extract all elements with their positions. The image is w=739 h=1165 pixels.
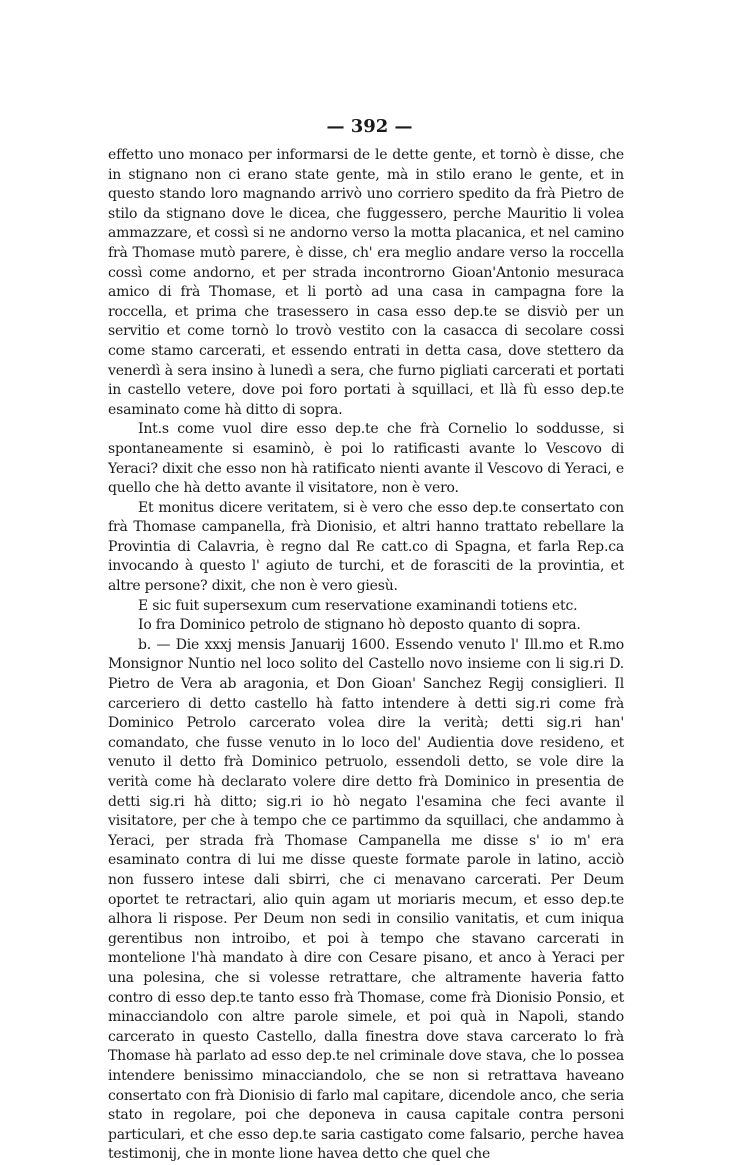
paragraph-interrogation: Int.s come vuol dire esso dep.te che frà Cornelio lo soddusse, si spontaneamente si esaminò, è poi lo ratificasti avante lo Vescovo di Yeraci? dixit che esso non hà ratificato nienti avante il Vescovo di Yeraci, e quello che hà detto avante il visitatore, non è vero. [108, 421, 624, 497]
paragraph-closing-formula: E sic fuit supersexum cum reservatione examinandi totiens etc. [138, 597, 578, 614]
paragraph-continuation: effetto uno monaco per informarsi de le dette gente, et tornò è disse, che in stignano non ci erano state gente, mà in stilo erano le gente, et in questo stando loro magnando arrivò uno corriero spedito da frà Pietro de stilo da stignano dove le dicea, che fuggessero, perche Mauritio li volea ammazzare, et cossì si ne andorno verso la motta placanica, et nel camino frà Thomase mutò parere, è disse, ch' era meglio andare verso la roccella cossì come andorno, et per strada incontrorno Gioan'Antonio mesuraca amico di frà Thomase, et li portò ad una casa in campagna fore la roccella, et prima che trasessero in casa esso dep.te se disviò per un servitio et come tornò lo trovò vestito con la casacca di secolare cossi come stamo carcerati, et essendo entrati in detta casa, dove stettero da venerdì à sera insino à lunedì a sera, che furno pigliati carcerati et portati in castello vetere, dove poi foro portati à squillaci, et llà fù esso dep.te esaminato come hà ditto di sopra. [108, 147, 624, 418]
paragraph-signature: Io fra Dominico petrolo de stignano hò deposto quanto di sopra. [138, 617, 581, 634]
body-text [108, 146, 624, 1165]
paragraph-admonition: Et monitus dicere veritatem, si è vero che esso dep.te consertato con frà Thomase campanella, frà Dionisio, et altri hanno trattato rebellare la Provintia di Calavria, è regno dal Re catt.co di Spagna, et farla Rep.ca invocando à questo l' agiuto de turchi, et de forasciti de la provintia, et altre persone? dixit, che non è vero giesù. [108, 499, 624, 595]
page-number: — 392 — [326, 116, 413, 137]
paragraph-session-b: b. — Die xxxj mensis Januarij 1600. Essendo venuto l' Ill.mo et R.mo Monsignor Nuntio nel loco solito del Castello novo insieme con li sig.ri D. Pietro de Vera ab aragonia, et Don Gioan' Sanchez Regij consiglieri. Il carceriero di detto castello hà fatto intendere à detti sig.ri come frà Dominico Petrolo carcerato volea dire la verità; detti sig.ri han' comandato, che fusse venuto in lo loco del' Audientia dove resideno, et venuto il detto frà Dominico petruolo, essendoli detto, se vole dire la verità come hà declarato volere dire detto frà Dominico in presentia de detti sig.ri hà ditto; sig.ri io hò negato l'esamina che feci avante il visitatore, per che à tempo che ce partimmo da squillaci, che andammo à Yeraci, per strada frà Thomase Campanella me disse s' io m' era esaminato contra di lui me disse queste formate parole in latino, acciò non fussero intese dali sbirri, che ci menavano carcerati. Per Deum oportet te retractari, alio quin agam ut moriaris mecum, et esso dep.te alhora li rispose. Per Deum non sedi in consilio vanitatis, et cum iniqua gerentibus non introibo, et poi à tempo che stavano carcerati in montelione l'hà mandato à dire con Cesare pisano, et anco à Yeraci per una polesina, che si volesse retrattare, che altramente haveria fatto contro di esso dep.te tanto esso frà Thomase, come frà Dionisio Ponsio, et minacciandolo con altre parole simele, et poi quà in Napoli, stando carcerato in questo Castello, dalla finestra dove stava carcerato lo frà Thomase hà parlato ad esso dep.te nel criminale dove stava, che lo possea intendere benissimo minacciandolo, che se non si retrattava haveano consertato con frà Dionisio di farlo mal capitare, dicendole anco, che seria stato in regolare, poi che deponeva in causa capitale contra personi particulari, et che esso dep.te saria castigato come falsario, perche havea testimonij, che in monte lione havea detto che quel che [108, 636, 624, 1163]
